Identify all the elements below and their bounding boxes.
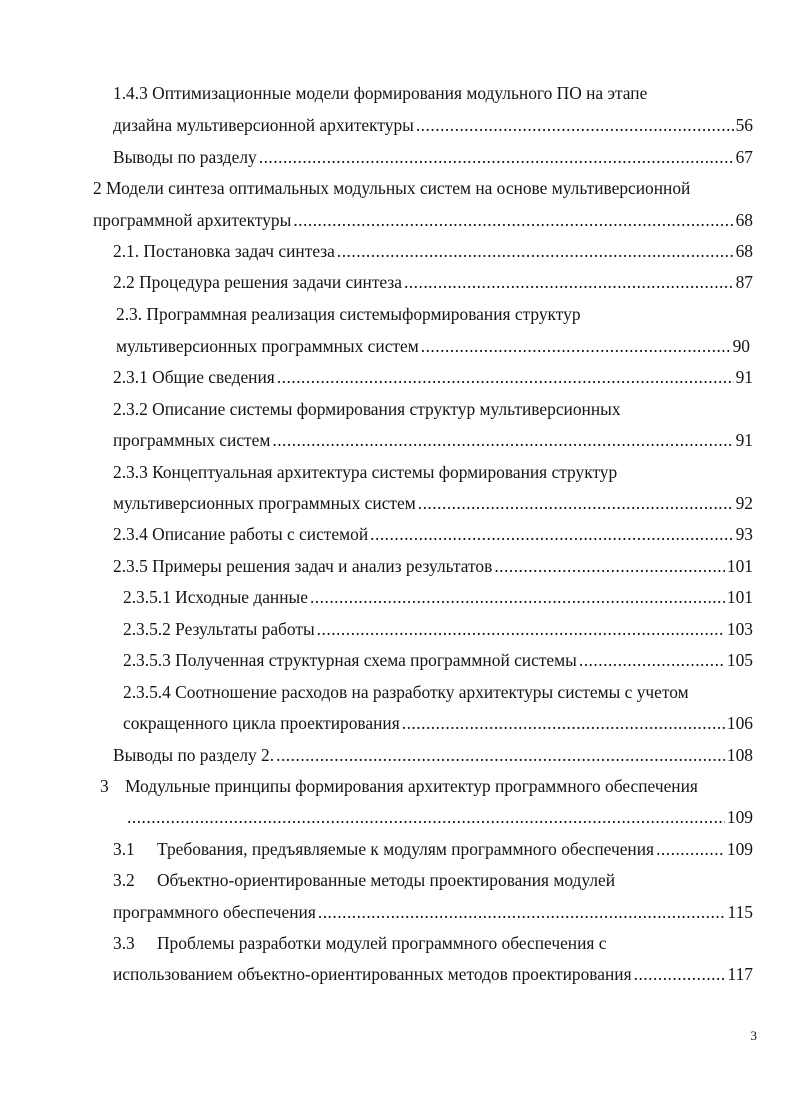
toc-entry-2-3-5-4-line1: 2.3.5.4 Соотношение расходов на разработку архитектуры системы с учетом <box>123 682 689 702</box>
toc-text: 2.1. Постановка задач синтеза <box>113 241 335 261</box>
toc-leader <box>494 555 725 577</box>
toc-entry-2-2 <box>113 271 753 293</box>
toc-entry-2-3-4 <box>113 523 753 545</box>
toc-text: Объектно-ориентированные методы проектирования модулей <box>157 870 616 890</box>
toc-page: 68 <box>735 241 753 261</box>
toc-entry-conclusions-2 <box>113 744 753 766</box>
toc-page: 101 <box>726 556 753 576</box>
toc-entry-3-2-line1 <box>113 869 615 891</box>
toc-leader <box>259 146 734 168</box>
toc-text: 2.3.5 Примеры решения задач и анализ результатов <box>113 556 493 576</box>
toc-page: 117 <box>727 964 753 984</box>
toc-page: 101 <box>726 587 753 607</box>
toc-entry-1-4-3-line1: 1.4.3 Оптимизационные модели формирования модульного ПО на этапе <box>113 83 648 103</box>
toc-entry-1-4-3-line2 <box>113 114 753 136</box>
toc-entry-3-line1 <box>100 775 698 797</box>
toc-leader <box>337 240 734 262</box>
toc-leader <box>404 271 734 293</box>
toc-entry-2-line1: 2 Модели синтеза оптимальных модульных систем на основе мультиверсионной <box>93 178 691 198</box>
toc-entry-2-3-3-line1: 2.3.3 Концептуальная архитектура системы формирования структур <box>113 462 618 482</box>
toc-entry-3-3-line2 <box>113 963 753 985</box>
toc-page: 67 <box>735 147 753 167</box>
toc-leader <box>310 586 725 608</box>
toc-entry-2-3-5 <box>113 555 753 577</box>
toc-leader <box>317 618 725 640</box>
toc-text: Проблемы разработки модулей программного обеспечения с <box>157 933 607 953</box>
toc-page: 108 <box>726 745 753 765</box>
toc-entry-2-3-line2 <box>116 335 750 357</box>
toc-page: 109 <box>726 807 753 827</box>
toc-entry-3-3-line1 <box>113 932 606 954</box>
toc-page: 106 <box>726 713 753 733</box>
toc-leader <box>634 963 726 985</box>
toc-text: мультиверсионных программных систем <box>116 336 419 356</box>
toc-entry-2-1 <box>113 240 753 262</box>
toc-text: дизайна мультиверсионной архитектуры <box>113 115 414 135</box>
toc-entry-2-3-5-2 <box>123 618 753 640</box>
toc-page: 91 <box>735 367 753 387</box>
toc-text: 2.3.5.1 Исходные данные <box>123 587 308 607</box>
toc-leader <box>318 901 726 923</box>
toc-text: программных систем <box>113 430 271 450</box>
toc-text: 2.3.1 Общие сведения <box>113 367 275 387</box>
toc-leader <box>276 744 725 766</box>
toc-page: 91 <box>735 430 753 450</box>
toc-number: 3 <box>100 776 109 796</box>
toc-entry-3-1 <box>113 838 753 860</box>
toc-page: 68 <box>735 210 753 230</box>
toc-page: 90 <box>732 336 750 356</box>
toc-number: 3.1 <box>113 839 135 859</box>
toc-text: Выводы по разделу <box>113 147 257 167</box>
toc-entry-2-3-2-line1: 2.3.2 Описание системы формирования структур мультиверсионных <box>113 399 621 419</box>
toc-leader <box>402 712 725 734</box>
toc-text: Выводы по разделу 2. <box>113 745 275 765</box>
toc-entry-2-3-5-3 <box>123 649 753 671</box>
toc-text: программной архитектуры <box>93 210 292 230</box>
toc-leader <box>656 838 725 860</box>
toc-text: использованием объектно-ориентированных методов проектирования <box>113 964 632 984</box>
toc-entry-2-line2 <box>93 209 753 231</box>
toc-entry-2-3-2-line2 <box>113 429 753 451</box>
toc-leader <box>418 492 734 514</box>
toc-leader <box>293 209 733 231</box>
toc-text: Модульные принципы формирования архитектур программного обеспечения <box>125 776 698 796</box>
toc-page: 87 <box>735 272 753 292</box>
toc-number: 3.3 <box>113 933 135 953</box>
toc-page: 105 <box>726 650 753 670</box>
toc-page: 93 <box>735 524 753 544</box>
toc-leader <box>370 523 733 545</box>
toc-leader <box>421 335 731 357</box>
toc-leader <box>416 114 734 136</box>
toc-text: мультиверсионных программных систем <box>113 493 416 513</box>
toc-entry-2-3-3-line2 <box>113 492 753 514</box>
toc-entry-2-3-1 <box>113 366 753 388</box>
toc-entry-conclusions-1 <box>113 146 753 168</box>
toc-leader <box>127 806 725 828</box>
toc-number: 3.2 <box>113 870 135 890</box>
page-number: 3 <box>750 1028 757 1043</box>
toc-text: 2.2 Процедура решения задачи синтеза <box>113 272 402 292</box>
toc-entry-2-3-5-4-line2 <box>123 712 753 734</box>
toc-text: Требования, предъявляемые к модулям программного обеспечения <box>157 839 655 859</box>
toc-entry-3-2-line2 <box>113 901 753 923</box>
toc-entry-2-3-line1: 2.3. Программная реализация системыформирования структур <box>116 304 581 324</box>
toc-page: 109 <box>726 839 753 859</box>
toc-text: 2.3.5.2 Результаты работы <box>123 619 315 639</box>
toc-page: 103 <box>726 619 753 639</box>
toc-text: 2.3.4 Описание работы с системой <box>113 524 369 544</box>
toc-entry-2-3-5-1 <box>123 586 753 608</box>
toc-text: программного обеспечения <box>113 902 316 922</box>
toc-leader <box>277 366 734 388</box>
toc-text: 2.3.5.3 Полученная структурная схема программной системы <box>123 650 577 670</box>
toc-page: 56 <box>735 115 753 135</box>
toc-text: сокращенного цикла проектирования <box>123 713 400 733</box>
toc-leader <box>579 649 725 671</box>
toc-page: 115 <box>727 902 753 922</box>
toc-page: 92 <box>735 493 753 513</box>
toc-entry-3-line2 <box>127 806 753 828</box>
toc-leader <box>272 429 733 451</box>
